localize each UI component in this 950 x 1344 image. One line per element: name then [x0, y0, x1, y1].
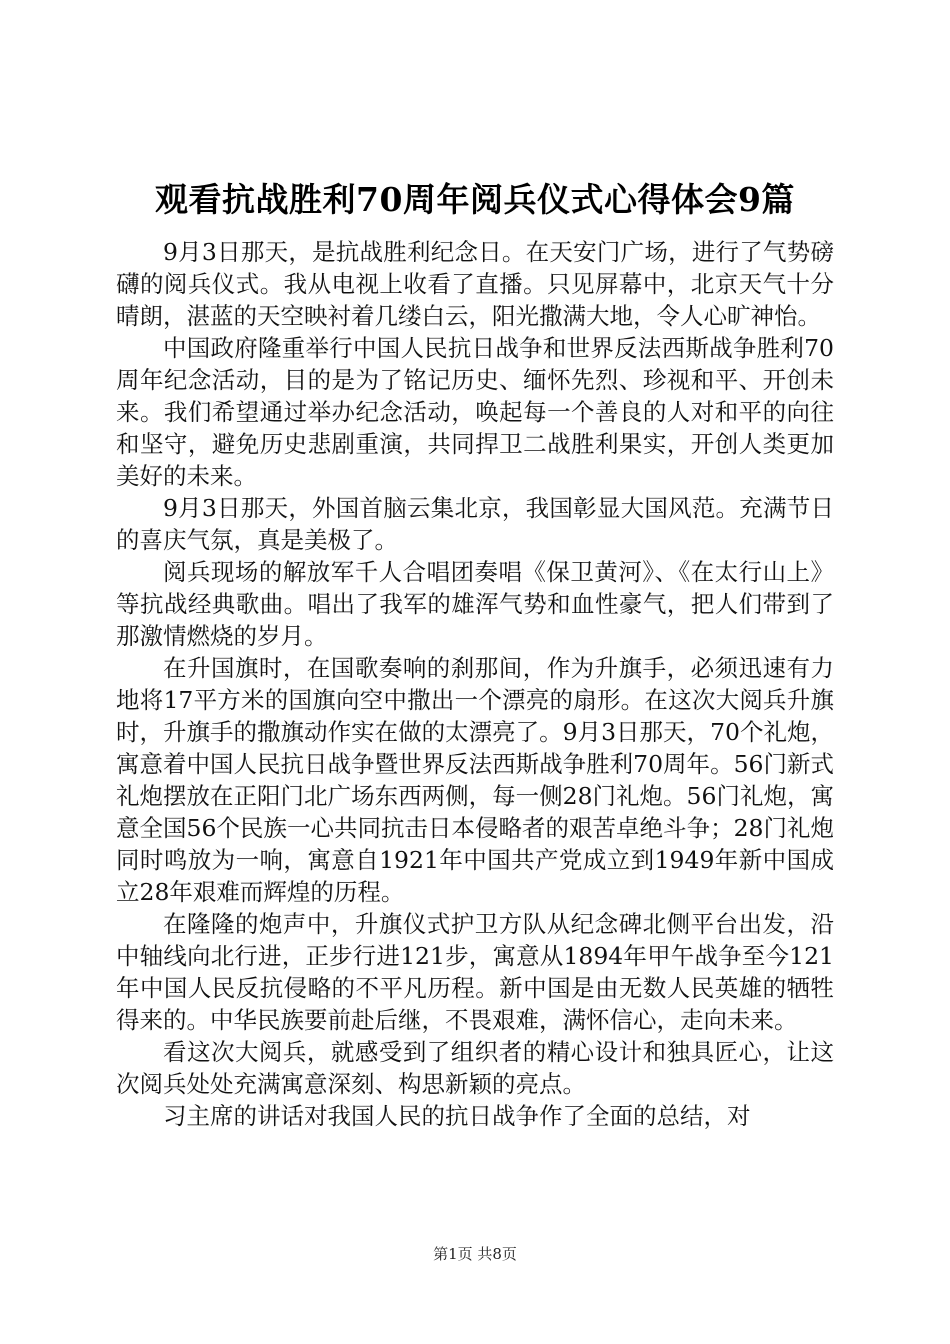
paragraph-2: 中国政府隆重举行中国人民抗日战争和世界反法西斯战争胜利70周年纪念活动，目的是为了铭记历史、缅怀先烈、珍视和平、开创未来。我们希望通过举办纪念活动，唤起每一个善良的人对和平的向往和坚守，避免历史悲剧重演，共同捍卫二战胜利果实，开创人类更加美好的未来。: [116, 334, 834, 490]
page-number: 第1页 共8页: [433, 1245, 517, 1263]
paragraph-8: 习主席的讲话对我国人民的抗日战争作了全面的总结，对: [163, 1102, 751, 1130]
document-title: 观看抗战胜利70周年阅兵仪式心得体会9篇: [155, 180, 795, 219]
paragraph-5: 在升国旗时，在国歌奏响的刹那间，作为升旗手，必须迅速有力地将17平方米的国旗向空中撒出一个漂亮的扇形。在这次大阅兵升旗时，升旗手的撒旗动作实在做的太漂亮了。9月3日那天，70个礼炮，寓意着中国人民抗日战争暨世界反法西斯战争胜利70周年。56门新式礼炮摆放在正阳门北广场东西两侧，每一侧28门礼炮。56门礼炮，寓意全国56个民族一心共同抗击日本侵略者的艰苦卓绝斗争；28门礼炮同时鸣放为一响，寓意自1921年中国共产党成立到1949年新中国成立28年艰难而辉煌的历程。: [116, 654, 834, 906]
paragraph-7: 看这次大阅兵，就感受到了组织者的精心设计和独具匠心，让这次阅兵处处充满寓意深刻、构思新颖的亮点。: [116, 1038, 834, 1098]
paragraph-1: 9月3日那天，是抗战胜利纪念日。在天安门广场，进行了气势磅礴的阅兵仪式。我从电视上收看了直播。只见屏幕中，北京天气十分晴朗，湛蓝的天空映衬着几缕白云，阳光撒满大地，令人心旷神怡。: [116, 238, 834, 330]
page-footer: [0, 1244, 950, 1264]
paragraph-6: 在隆隆的炮声中，升旗仪式护卫方队从纪念碑北侧平台出发，沿中轴线向北行进，正步行进121步，寓意从1894年甲午战争至今121年中国人民反抗侵略的不平凡历程。新中国是由无数人民英雄的牺牲得来的。中华民族要前赴后继，不畏艰难，满怀信心，走向未来。: [116, 910, 834, 1034]
paragraph-3: 9月3日那天，外国首脑云集北京，我国彰显大国风范。充满节日的喜庆气氛，真是美极了。: [116, 494, 834, 554]
paragraph-4: 阅兵现场的解放军千人合唱团奏唱《保卫黄河》、《在太行山上》等抗战经典歌曲。唱出了我军的雄浑气势和血性豪气，把人们带到了那激情燃烧的岁月。: [116, 558, 834, 650]
document-body: [116, 236, 834, 1132]
